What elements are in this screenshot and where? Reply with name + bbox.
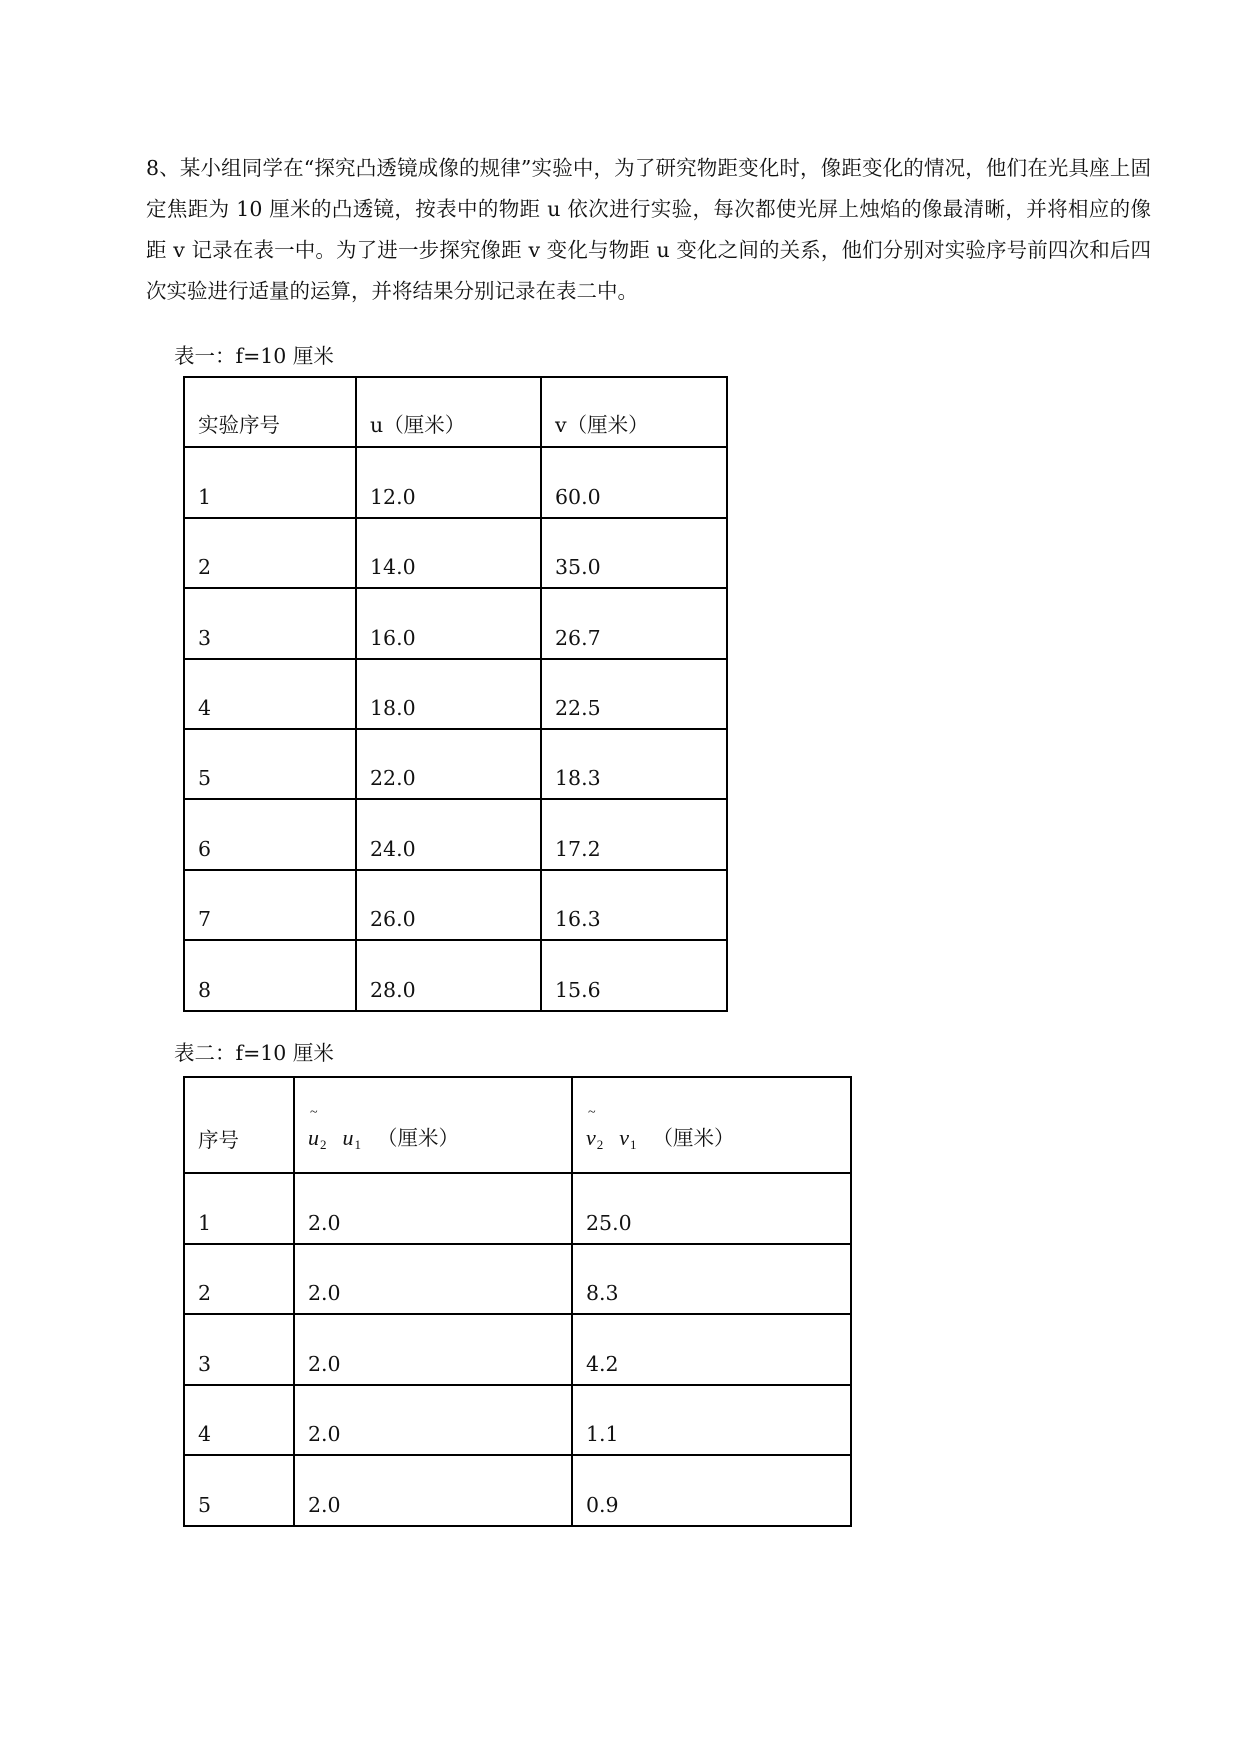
table1-cell: 18.3 [541,729,727,799]
table2-row [184,1314,851,1385]
table2-cell: 1 [184,1173,294,1244]
table1-cell: 14.0 [356,518,541,588]
table1-row [184,588,727,658]
table1-cell: 7 [184,870,356,940]
table2-cell: 4 [184,1385,294,1456]
table2-header-row [184,1077,851,1173]
table1-cell: 2 [184,518,356,588]
table1-header-cell: 实验序号 [184,377,356,447]
table2-cell: 2.0 [294,1314,572,1385]
table1-row [184,659,727,729]
table2-cell: 2.0 [294,1244,572,1315]
table2-cell: 1.1 [572,1385,851,1456]
table1-header-cell: v（厘米） [541,377,727,447]
table1-header-cell: u（厘米） [356,377,541,447]
table2-cell: 5 [184,1455,294,1526]
table1-cell: 6 [184,799,356,869]
table1-cell: 26.0 [356,870,541,940]
table1-cell: 8 [184,940,356,1010]
u-diff-unit: （厘米） [377,1126,459,1150]
u2-symbol: u ~ $_2$ [308,1105,327,1152]
table1-cell: 26.7 [541,588,727,658]
table1-cell: 15.6 [541,940,727,1010]
table2-cell: 2.0 [294,1173,572,1244]
table1-row [184,799,727,869]
table2-row [184,1244,851,1315]
table1-cell: 3 [184,588,356,658]
u1-symbol: $u_1$ [342,1125,361,1152]
table2-row [184,1173,851,1244]
table2 [183,1076,852,1527]
table2-cell: 8.3 [572,1244,851,1315]
table1-cell: 5 [184,729,356,799]
table1-cell: 16.3 [541,870,727,940]
table1-cell: 12.0 [356,447,541,517]
table1-caption: 表一：f=10 厘米 [174,344,334,368]
table2-cell: 3 [184,1314,294,1385]
table2-cell: 2.0 [294,1455,572,1526]
table1-row [184,870,727,940]
table2-cell: 0.9 [572,1455,851,1526]
table2-cell: 25.0 [572,1173,851,1244]
table2-header-v-diff [572,1077,851,1173]
table1-cell: 22.5 [541,659,727,729]
table1-cell: 22.0 [356,729,541,799]
table2-header-index: 序号 [184,1077,294,1173]
v2-symbol: v ~ $_2$ [586,1105,604,1152]
table1-row [184,447,727,517]
table2-caption: 表二：f=10 厘米 [174,1041,334,1065]
table2-row [184,1385,851,1456]
table2-cell: 4.2 [572,1314,851,1385]
table1-header-row [184,377,727,447]
table1-cell: 35.0 [541,518,727,588]
table2-cell: 2.0 [294,1385,572,1456]
v1-symbol: $v_1$ [619,1125,637,1152]
table1-cell: 60.0 [541,447,727,517]
table2-header-u-diff [294,1077,572,1173]
table1-row [184,729,727,799]
table2-cell: 2 [184,1244,294,1315]
table1-cell: 24.0 [356,799,541,869]
problem-statement: 8、某小组同学在“探究凸透镜成像的规律”实验中，为了研究物距变化时，像距变化的情况，他们在光具座上固定焦距为 10 厘米的凸透镜，按表中的物距 u 依次进行实验，每次都使光屏上烛焰的像最清晰，并将相应的像距 v 记录在表一中。为了进一步探究像距 v 变化与物距 u 变化之间的关系，他们分别对实验序号前四次和后四次实验进行适量的运算，并将结果分别记录在表二中。 [146,156,1151,303]
table1-cell: 1 [184,447,356,517]
table1-row [184,940,727,1010]
table1-cell: 28.0 [356,940,541,1010]
table1-cell: 18.0 [356,659,541,729]
table2-row [184,1455,851,1526]
table1-row [184,518,727,588]
table1-cell: 17.2 [541,799,727,869]
table1 [183,376,728,1012]
table1-cell: 16.0 [356,588,541,658]
v-diff-unit: （厘米） [652,1126,735,1150]
table1-cell: 4 [184,659,356,729]
